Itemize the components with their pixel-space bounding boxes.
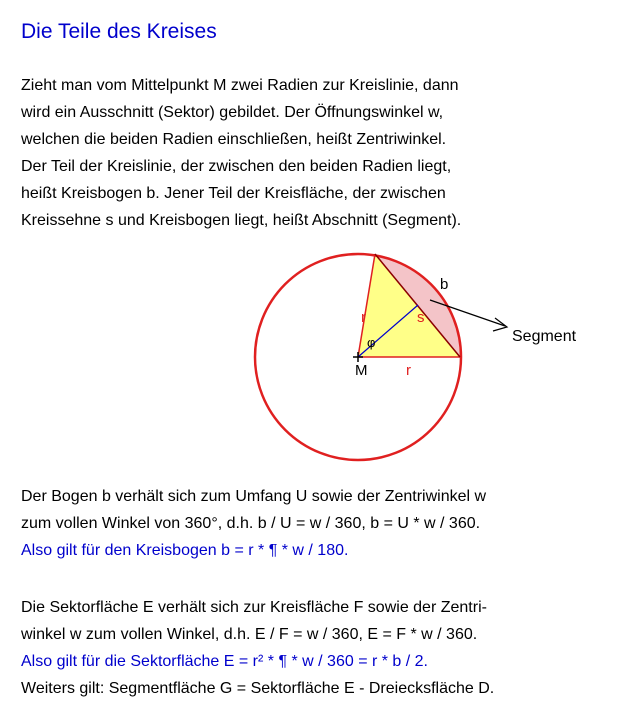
radius-label-horizontal: r [406,362,411,379]
intro-line: wird ein Ausschnitt (Sektor) gebildet. Der Öffnungswinkel w, [21,104,444,121]
intro-line: Zieht man vom Mittelpunkt M zwei Radien zur Kreislinie, dann [21,77,459,94]
intro-line: heißt Kreisbogen b. Jener Teil der Kreisfläche, der zwischen [21,185,446,202]
arc-text-line: zum vollen Winkel von 360°, d.h. b / U = w / 360, b = U * w / 360. [21,515,481,532]
angle-label: φ [367,335,376,350]
radius-label-slanted: r [361,309,366,326]
sector-text-line: Die Sektorfläche E verhält sich zur Kreisfläche F sowie der Zentri- [21,599,487,616]
arc-formula: Also gilt für den Kreisbogen b = r * ¶ * w / 180. [21,542,349,559]
sector-formula: Also gilt für die Sektorfläche E = r² * ¶ * w / 360 = r * b / 2. [21,653,428,670]
segment-label: Segment [512,328,577,345]
center-label: M [355,362,368,379]
sector-text-line: winkel w zum vollen Winkel, d.h. E / F = w / 360, E = F * w / 360. [21,626,478,643]
segment-formula: Weiters gilt: Segmentfläche G = Sektorfläche E - Dreiecksfläche D. [21,680,495,697]
arc-paragraph [21,483,486,564]
sector-paragraph [21,594,494,702]
intro-line: welchen die beiden Radien einschließen, heißt Zentriwinkel. [21,131,447,148]
page-title: Die Teile des Kreises [21,20,217,43]
arc-label: b [440,276,449,293]
intro-line: Der Teil der Kreislinie, der zwischen den beiden Radien liegt, [21,158,452,175]
intro-line: Kreissehne s und Kreisbogen liegt, heißt Abschnitt (Segment). [21,212,462,229]
chord-label: s [417,309,425,326]
arc-text-line: Der Bogen b verhält sich zum Umfang U sowie der Zentriwinkel w [21,488,487,505]
